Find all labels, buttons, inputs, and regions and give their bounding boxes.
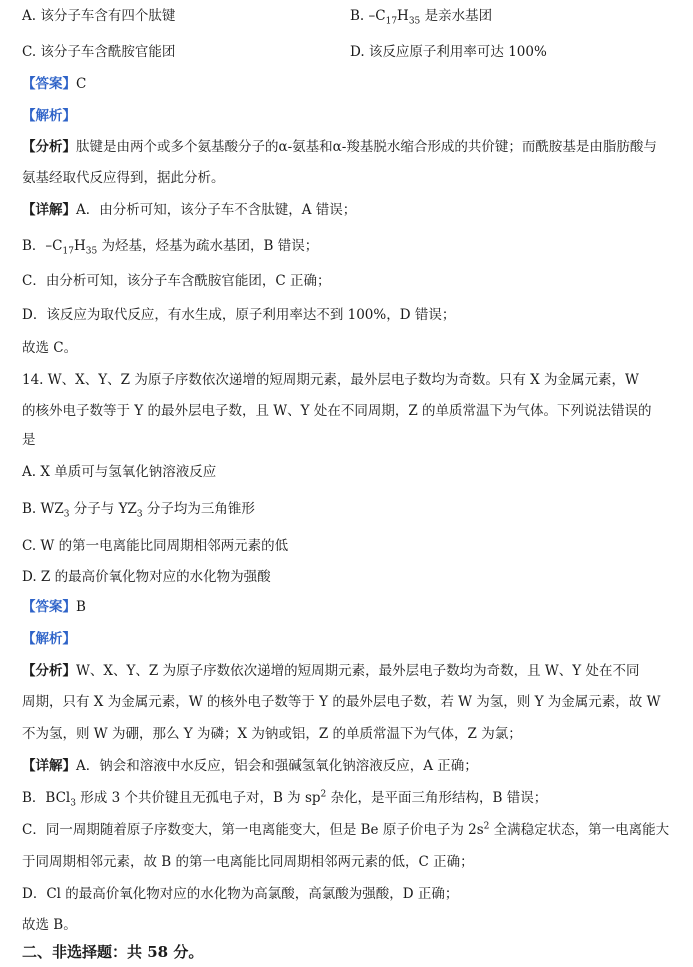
q13-answer: 【答案】C [22, 76, 87, 92]
q14-analysis-tag: 【解析】 [22, 631, 76, 647]
q14-option-c: C. W 的第一电离能比同周期相邻两元素的低 [22, 538, 289, 554]
q14-stem-3: 是 [22, 432, 36, 448]
q13-detail-b: B．$-C_{17}H_{35}$ 为烃基，烃基为疏水基团，B 错误； [22, 238, 319, 257]
q14-fenxi-cont-1: 周期，只有 X 为金属元素，W 的核外电子数等于 Y 的最外层电子数，若 W 为氢，则 Y 为金属元素，故 W [22, 694, 661, 710]
q13-fenxi: 【分析】肽键是由两个或多个氨基酸分子的α-氨基和α-羧基脱水缩合形成的共价键；而酰胺基是由脂肪酸与 [22, 139, 657, 155]
q13-detail-d: D．该反应为取代反应，有水生成，原子利用率达不到 100%，D 错误； [22, 307, 456, 323]
q13-detail-c: C．由分析可知，该分子车含酰胺官能团，C 正确； [22, 273, 331, 289]
q14-stem-1: 14. W、X、Y、Z 为原子序数依次递增的短周期元素，最外层电子数均为奇数。只有 X 为金属元素，W [22, 372, 639, 388]
q14-conclusion: 故选 B。 [22, 917, 77, 933]
q13-option-c: C. 该分子车含酰胺官能团 [22, 44, 176, 60]
q14-option-d: D. Z 的最高价氧化物对应的水化物为强酸 [22, 569, 271, 585]
q13-conclusion: 故选 C。 [22, 340, 78, 356]
q13-detail-a: 【详解】A．由分析可知，该分子车不含肽键，A 错误； [22, 202, 357, 218]
q14-detail-d: D．Cl 的最高价氧化物对应的水化物为高氯酸，高氯酸为强酸，D 正确； [22, 886, 459, 902]
q14-fenxi-cont-2: 不为氢，则 W 为硼，那么 Y 为磷；X 为钠或铝，Z 的单质常温下为气体，Z 为氯； [22, 726, 522, 742]
q13-option-a: A. 该分子车含有四个肽键 [22, 8, 176, 24]
section-heading: 二、非选择题：共 58 分。 [22, 943, 204, 961]
q14-answer: 【答案】B [22, 599, 86, 615]
q14-detail-c: C．同一周期随着原子序数变大，第一电离能变大，但是 Be 原子价电子为 $2s^2$ 全满稳定状态，第一电离能大 [22, 821, 670, 838]
q14-option-b: B. $WZ_3$ 分子与 $YZ_3$ 分子均为三角锥形 [22, 501, 255, 520]
q14-detail-c-cont: 于同周期相邻元素，故 B 的第一电离能比同周期相邻两元素的低，C 正确； [22, 854, 474, 870]
q14-fenxi: 【分析】W、X、Y、Z 为原子序数依次递增的短周期元素，最外层电子数均为奇数，且 W、Y 处在不同 [22, 663, 640, 679]
q14-stem-2: 的核外电子数等于 Y 的最外层电子数，且 W、Y 处在不同周期，Z 的单质常温下为气体。下列说法错误的 [22, 403, 652, 419]
q13-option-d: D. 该反应原子利用率可达 100% [350, 44, 547, 60]
q13-analysis-tag: 【解析】 [22, 108, 76, 124]
q14-detail-b: B．BCl$_3$ 形成 3 个共价键且无孤电子对，B 为 $sp^2$ 杂化，是平面三角形结构，B 错误； [22, 789, 548, 809]
q13-fenxi-cont: 氨基经取代反应得到，据此分析。 [22, 170, 225, 186]
q13-option-b: B. $-C_{17}H_{35}$ 是亲水基团 [350, 8, 493, 27]
q14-detail-a: 【详解】A．钠会和溶液中水反应，铝会和强碱氢氧化钠溶液反应，A 正确； [22, 758, 478, 774]
q14-option-a: A. X 单质可与氢氧化钠溶液反应 [22, 464, 217, 480]
